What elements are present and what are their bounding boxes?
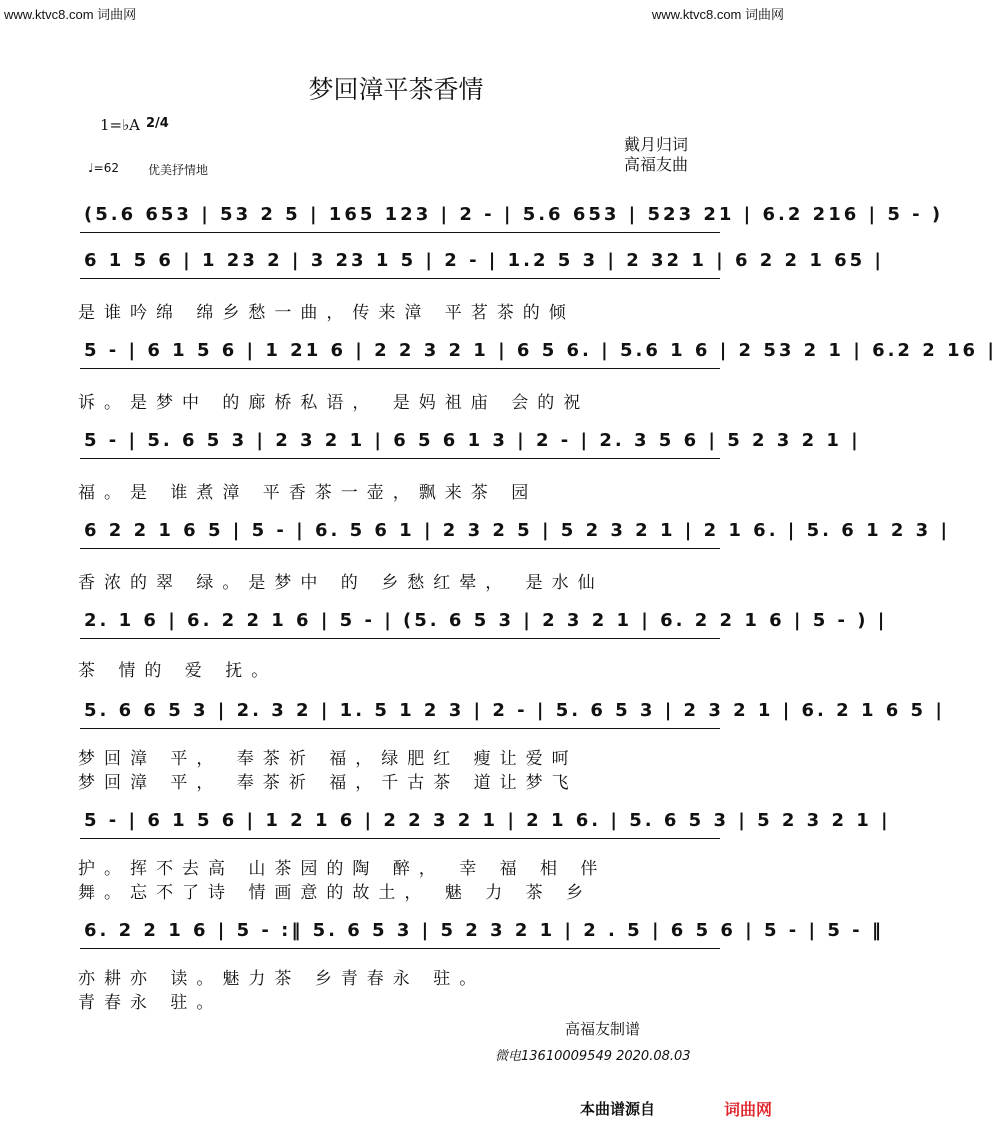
contact-info: 微电13610009549 2020.08.03 [495,1049,691,1064]
staff-row [80,904,884,964]
expression-mark: 优美抒情地 [148,163,209,177]
lyric-line: 青春永 驻。 [78,993,223,1013]
lyric-line: 舞。忘不了诗 情画意的故土， 魅 力 茶 乡 [78,883,593,903]
lyric-line: 亦耕亦 读。魅力茶 乡青春永 驻。 [78,969,486,989]
notation: 6 1 5 6 | 1 23 2 | 3 23 1 5 | 2 - | 1.2 5 3 | 2 32 1 | 6 2 2 1 65 | [84,250,885,271]
beam-line [80,948,720,950]
brand-logo[interactable]: 词曲网 [724,1100,773,1119]
source-note: 本曲谱源自 [580,1100,656,1118]
staff-row [80,414,861,474]
site-watermark-left: www.ktvc8.com 词曲网 [4,7,137,22]
beam-line [80,638,720,640]
beam-line [80,458,720,460]
lyric-line: 是谁吟绵 绵乡愁一曲，传来漳 平茗茶的倾 [78,303,575,323]
beam-line [80,838,720,840]
arranger-credit: 高福友制谱 [565,1020,641,1038]
composer-credit: 高福友曲 [624,155,689,174]
time-signature: 2/4 [146,116,169,131]
notation: 5 - | 6 1 5 6 | 1 21 6 | 2 2 3 2 1 | 6 5 6. | 5.6 1 6 | 2 53 2 1 | 6.2 2 16 | [84,340,997,361]
lyric-line: 梦回漳 平， 奉茶祈 福，绿肥红 瘦让爱呵 [78,749,578,769]
lyric-line: 福。是 谁煮漳 平香茶一壶，飘来茶 园 [78,483,538,503]
site-watermark-right: www.ktvc8.com 词曲网 [651,7,784,22]
notation: 2. 1 6 | 6. 2 2 1 6 | 5 - | (5. 6 5 3 | 2 3 2 1 | 6. 2 2 1 6 | 5 - ) | [84,610,888,631]
notation: 5. 6 6 5 3 | 2. 3 2 | 1. 5 1 2 3 | 2 - | 5. 6 5 3 | 2 3 2 1 | 6. 2 1 6 5 | [84,700,945,721]
staff-row [80,684,945,744]
notation: 6. 2 2 1 6 | 5 - :‖ 5. 6 5 3 | 5 2 3 2 1 | 2 . 5 | 6 5 6 | 5 - | 5 - ‖ [84,920,884,941]
staff-row [80,504,951,564]
lyric-line: 护。挥不去高 山茶园的陶 醉， 幸 福 相 伴 [78,859,607,879]
lyric-line: 诉。是梦中 的廊桥私语， 是妈祖庙 会的祝 [78,393,590,413]
beam-line [80,278,720,280]
key-signature: 1=♭A [100,116,141,134]
staff-row [80,594,888,654]
notation: (5.6 653 | 53 2 5 | 165 123 | 2 - | 5.6 653 | 523 21 | 6.2 216 | 5 - ) [84,204,944,225]
beam-line [80,728,720,730]
staff-row [80,324,997,384]
song-title: 梦回漳平茶香情 [308,75,484,104]
beam-line [80,368,720,370]
tempo-mark: ♩=62 [88,161,119,175]
lyricist-credit: 戴月归词 [624,135,689,154]
lyric-line: 香浓的翠 绿。是梦中 的 乡愁红晕， 是水仙 [78,573,604,593]
lyric-line: 梦回漳 平， 奉茶祈 福，千古茶 道让梦飞 [78,773,578,793]
lyric-line: 茶 情的 爱 抚。 [78,661,278,681]
notation: 6 2 2 1 6 5 | 5 - | 6. 5 6 1 | 2 3 2 5 | 5 2 3 2 1 | 2 1 6. | 5. 6 1 2 3 | [84,520,951,541]
beam-line [80,548,720,550]
staff-row [80,794,891,854]
notation: 5 - | 5. 6 5 3 | 2 3 2 1 | 6 5 6 1 3 | 2 - | 2. 3 5 6 | 5 2 3 2 1 | [84,430,861,451]
staff-row [80,234,885,294]
notation: 5 - | 6 1 5 6 | 1 2 1 6 | 2 2 3 2 1 | 2 1 6. | 5. 6 5 3 | 5 2 3 2 1 | [84,810,891,831]
